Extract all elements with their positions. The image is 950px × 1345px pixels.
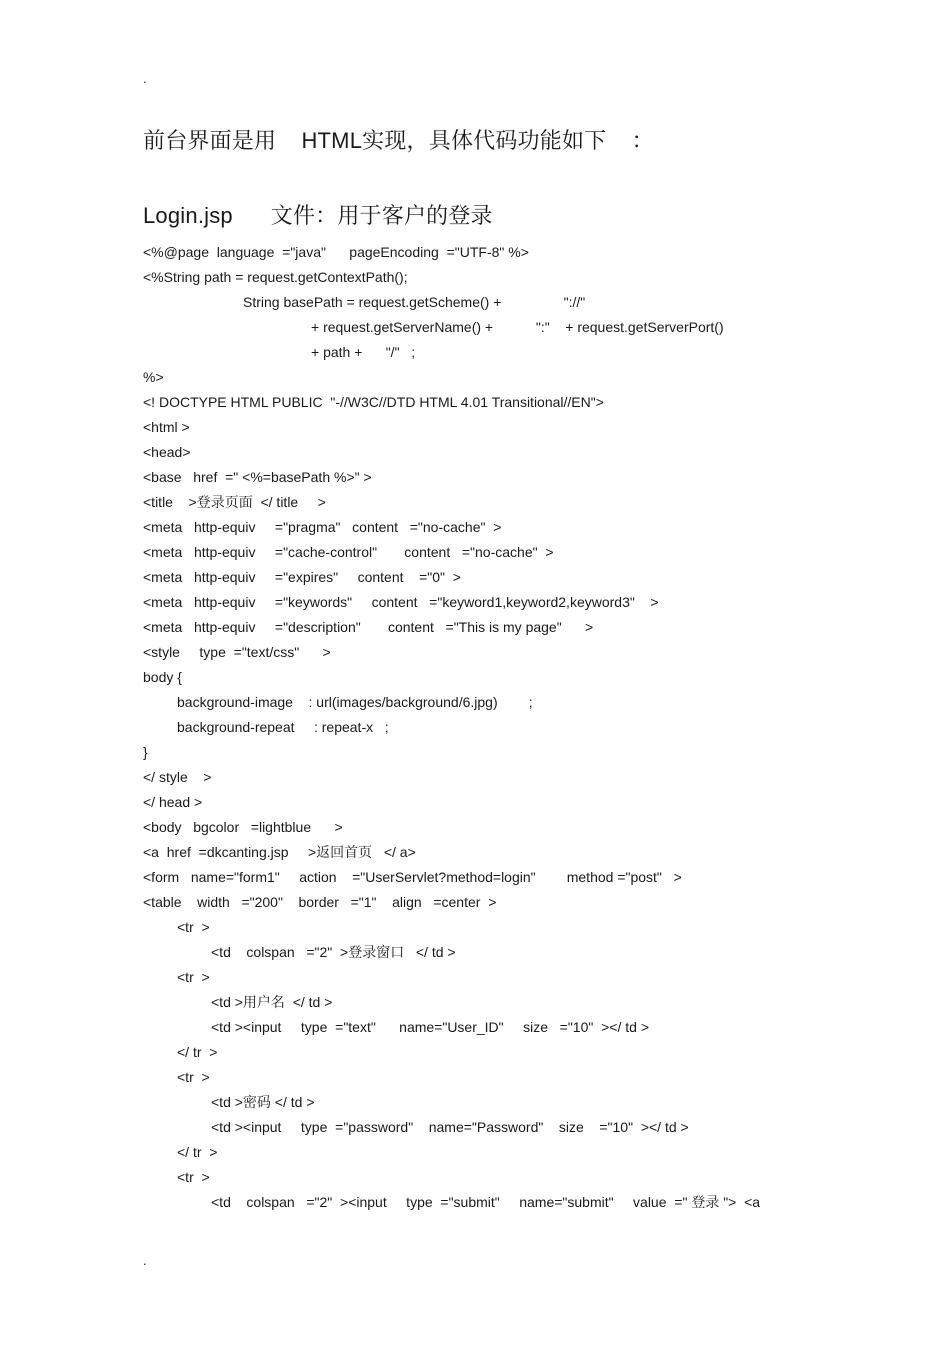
code-line: <td ><input type ="text" name="User_ID" size ="10" ></ td > bbox=[211, 1019, 649, 1035]
code-line: + request.getServerName() + ":" + request.getServerPort() bbox=[311, 319, 724, 335]
code-line: <style type ="text/css" > bbox=[143, 644, 331, 660]
code-line: <meta http-equiv ="pragma" content ="no-cache" > bbox=[143, 519, 502, 535]
code-line: <head> bbox=[143, 444, 191, 460]
page-marker-bottom: . bbox=[143, 1253, 147, 1268]
code-line: <tr > bbox=[177, 1069, 210, 1085]
code-line: + path + "/" ; bbox=[311, 344, 416, 360]
code-line: String basePath = request.getScheme() + "://" bbox=[243, 294, 586, 310]
code-line: <meta http-equiv ="expires" content ="0" > bbox=[143, 569, 461, 585]
code-line: <form name="form1" action ="UserServlet?method=login" method ="post" > bbox=[143, 869, 682, 885]
code-line: </ head > bbox=[143, 794, 203, 810]
code-line: <! DOCTYPE HTML PUBLIC "-//W3C//DTD HTML 4.01 Transitional//EN"> bbox=[143, 394, 604, 410]
code-line: <td >用户名 </ td > bbox=[211, 994, 333, 1010]
code-line: </ style > bbox=[143, 769, 212, 785]
code-line: </ tr > bbox=[177, 1144, 218, 1160]
code-line: <meta http-equiv ="keywords" content ="keyword1,keyword2,keyword3" > bbox=[143, 594, 659, 610]
code-line: <title >登录页面 </ title > bbox=[143, 494, 326, 510]
code-line: background-image : url(images/background/6.jpg) ; bbox=[177, 694, 533, 710]
code-line: body { bbox=[143, 669, 182, 685]
code-line: <meta http-equiv ="cache-control" content ="no-cache" > bbox=[143, 544, 554, 560]
code-line: <tr > bbox=[177, 969, 210, 985]
code-line: %> bbox=[143, 369, 164, 385]
code-line: <base href =" <%=basePath %>" > bbox=[143, 469, 372, 485]
file-title-heading: Login.jsp 文件：用于客户的登录 bbox=[143, 203, 493, 228]
code-line: <%@page language ="java" pageEncoding ="UTF-8" %> bbox=[143, 244, 529, 260]
code-line: <table width ="200" border ="1" align =center > bbox=[143, 894, 497, 910]
page-marker-top: . bbox=[143, 71, 147, 86]
code-line: <tr > bbox=[177, 1169, 210, 1185]
code-line: <meta http-equiv ="description" content ="This is my page" > bbox=[143, 619, 594, 635]
code-line: <td >密码 </ td > bbox=[211, 1094, 315, 1110]
code-line: <tr > bbox=[177, 919, 210, 935]
code-line: <td ><input type ="password" name="Password" size ="10" ></ td > bbox=[211, 1119, 689, 1135]
code-line: <td colspan ="2" >登录窗口 </ td > bbox=[211, 944, 456, 960]
code-line: background-repeat : repeat-x ; bbox=[177, 719, 389, 735]
code-line: <body bgcolor =lightblue > bbox=[143, 819, 343, 835]
code-line: <td colspan ="2" ><input type ="submit" name="submit" value =" 登录 "> <a bbox=[211, 1194, 761, 1210]
code-line: <html > bbox=[143, 419, 190, 435]
code-line: <%String path = request.getContextPath(); bbox=[143, 269, 408, 285]
code-line: </ tr > bbox=[177, 1044, 218, 1060]
intro-heading: 前台界面是用 HTML实现，具体代码功能如下 ： bbox=[143, 128, 654, 153]
code-line: } bbox=[143, 744, 148, 760]
code-line: <a href =dkcanting.jsp >返回首页 </ a> bbox=[143, 844, 416, 860]
code-listing bbox=[143, 240, 923, 1215]
